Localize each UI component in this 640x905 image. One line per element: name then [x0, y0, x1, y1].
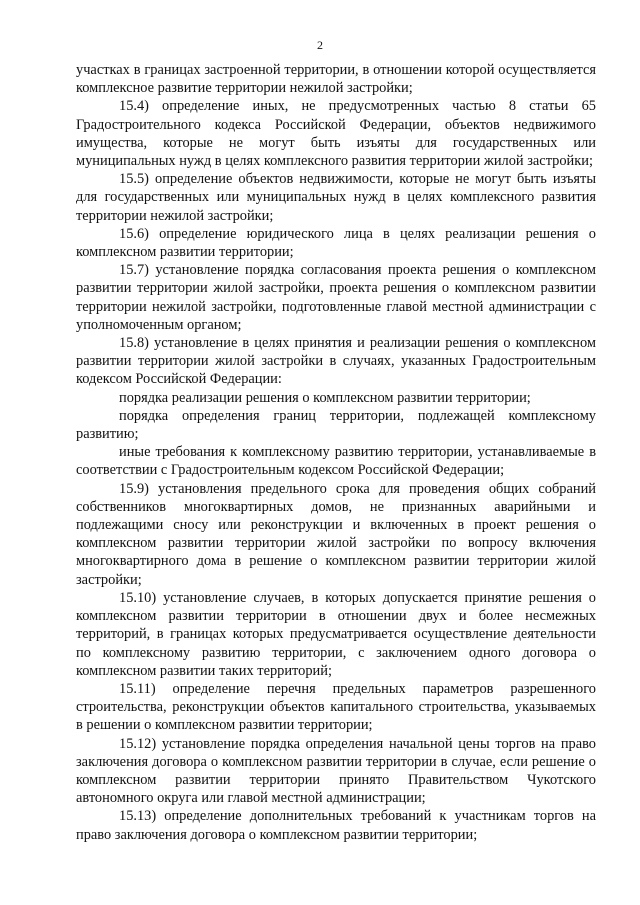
page-number: 2 [317, 38, 323, 52]
paragraph: 15.6) определение юридического лица в целях реализации решения о комплексном развитии территории; [76, 225, 596, 261]
paragraph: участках в границах застроенной территории, в отношении которой осуществляется комплексное развитие территории нежилой застройки; [76, 62, 596, 97]
paragraph: 15.5) определение объектов недвижимости, которые не могут быть изъяты для государственных или муниципальных нужд в целях комплексного развития территории нежилой застройки; [76, 171, 596, 224]
paragraph: 15.11) определение перечня предельных параметров разрешенного строительства, реконструкции объектов капитального строительства, указываемых в решении о комплексном развитии территории; [76, 680, 596, 734]
paragraph: 15.4) определение иных, не предусмотренных частью 8 статьи 65 Градостроительного кодекса Российской Федерации, объектов недвижимого имущества, которые не могут быть изъяты для государственных или муниципальных нужд в целях комплексного развития территории жилой застройки; [76, 98, 596, 170]
document-body [76, 61, 596, 844]
paragraph: 15.9) установления предельного срока для проведения общих собраний собственников многоквартирных домов, не признанных аварийными и подлежащими сносу или реконструкции и включенных в проект решения о комплексном развитии территории жилой застройки по вопросу включения многоквартирного дома в решение о комплексном развитии территории жилой застройки; [76, 480, 596, 588]
paragraph: 15.12) установление порядка определения начальной цены торгов на право заключения договора о комплексном развитии территории в случае, если решение о комплексном развитии территории принято Правительством Чукотского автономного округа или главой местной администрации; [76, 735, 596, 807]
paragraph: иные требования к комплексному развитию территории, устанавливаемые в соответствии с Градостроительным кодексом Российской Федерации; [76, 444, 596, 479]
paragraph: 15.10) установление случаев, в которых допускается принятие решения о комплексном развитии территории в отношении двух и более несмежных территорий, в границах которых предусматривается осуществление деятельности по комплексному развитию территории, с заключением одного договора о комплексном развитии таких территорий; [76, 589, 596, 679]
paragraph: 15.8) установление в целях принятия и реализации решения о комплексном развитии территории жилой застройки в случаях, указанных Градостроительным кодексом Российской Федерации: [76, 335, 596, 388]
paragraph: 15.7) установление порядка согласования проекта решения о комплексном развитии территории жилой застройки, проекта решения о комплексном развитии территории нежилой застройки, подготовленные главой местной администрации с уполномоченным органом; [76, 262, 596, 333]
paragraph: 15.13) определение дополнительных требований к участникам торгов на право заключения договора о комплексном развитии территории; [76, 808, 596, 843]
paragraph: порядка определения границ территории, подлежащей комплексному развитию; [76, 407, 596, 443]
paragraph: порядка реализации решения о комплексном развитии территории; [119, 389, 531, 406]
